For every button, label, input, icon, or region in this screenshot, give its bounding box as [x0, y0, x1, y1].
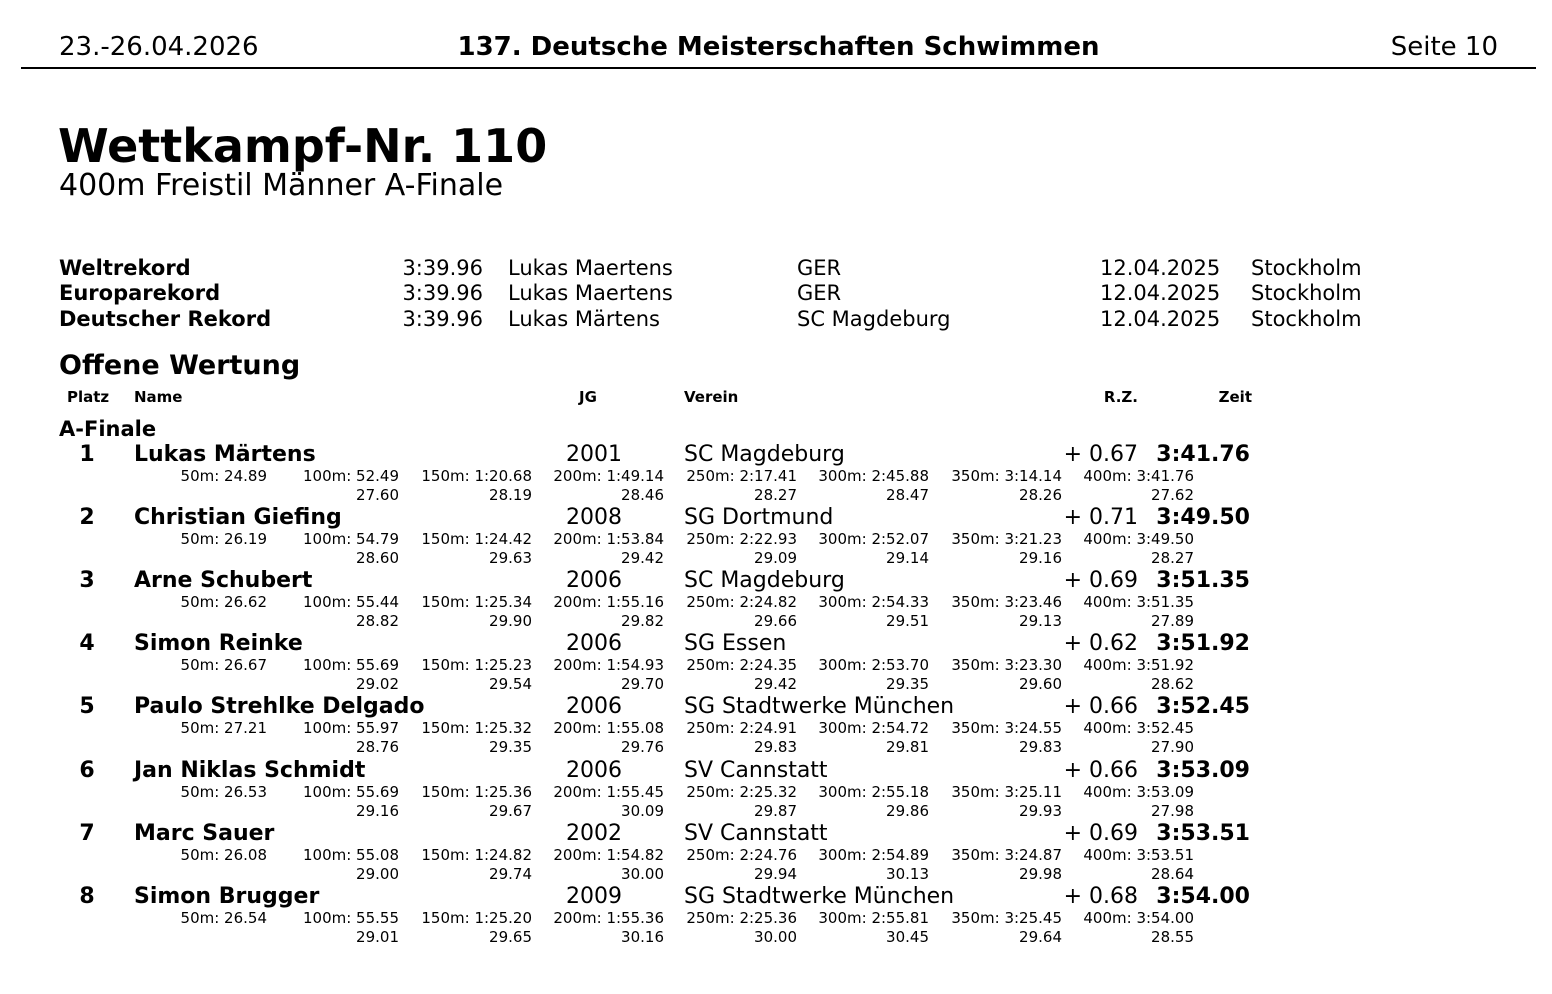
lap-time: 28.62: [1151, 675, 1194, 693]
split-time: 200m: 1:49.14: [553, 467, 664, 485]
split-time: 100m: 55.08: [302, 846, 399, 864]
lap-time: 29.87: [754, 802, 797, 820]
split-time: 200m: 1:53.84: [553, 530, 664, 548]
record-label: Weltrekord: [59, 256, 191, 280]
final-time: 3:53.51: [1156, 821, 1250, 846]
lap-time: 29.86: [886, 802, 929, 820]
lap-time: 29.16: [1019, 549, 1062, 567]
lap-time: 27.60: [356, 486, 399, 504]
split-time: 300m: 2:54.72: [818, 719, 929, 737]
final-time: 3:53.09: [1156, 758, 1250, 783]
record-date: 12.04.2025: [1100, 281, 1221, 305]
lap-time: 27.90: [1151, 738, 1194, 756]
lap-time: 30.16: [621, 928, 664, 946]
record-holder: Lukas Märtens: [508, 307, 660, 331]
final-time: 3:49.50: [1156, 505, 1250, 530]
result-place: 5: [79, 694, 95, 719]
lap-time: 28.47: [886, 486, 929, 504]
lap-time: 29.13: [1019, 612, 1062, 630]
athlete-name: Paulo Strehlke Delgado: [134, 694, 425, 719]
split-time: 50m: 26.08: [180, 846, 267, 864]
split-time: 300m: 2:55.18: [818, 783, 929, 801]
split-time: 350m: 3:23.46: [951, 593, 1062, 611]
reaction-time: + 0.66: [1063, 694, 1138, 719]
split-time: 150m: 1:24.42: [421, 530, 532, 548]
lap-time: 28.82: [356, 612, 399, 630]
lap-time: 29.74: [489, 865, 532, 883]
lap-time: 29.00: [356, 865, 399, 883]
birth-year: 2006: [566, 694, 622, 719]
record-time: 3:39.96: [402, 281, 483, 305]
lap-time: 29.35: [489, 738, 532, 756]
record-time: 3:39.96: [402, 307, 483, 331]
split-time: 50m: 26.62: [180, 593, 267, 611]
split-time: 300m: 2:45.88: [818, 467, 929, 485]
lap-time: 28.60: [356, 549, 399, 567]
split-time: 250m: 2:24.35: [686, 656, 797, 674]
record-place: Stockholm: [1251, 256, 1362, 280]
reaction-time: + 0.68: [1063, 884, 1138, 909]
athlete-name: Jan Niklas Schmidt: [134, 758, 366, 783]
column-header-platz: Platz: [67, 388, 110, 406]
club-name: SC Magdeburg: [684, 442, 845, 467]
split-time: 150m: 1:25.36: [421, 783, 532, 801]
lap-time: 27.62: [1151, 486, 1194, 504]
result-place: 2: [79, 505, 95, 530]
split-time: 350m: 3:24.87: [951, 846, 1062, 864]
final-time: 3:51.92: [1156, 631, 1250, 656]
split-time: 100m: 55.97: [302, 719, 399, 737]
lap-time: 27.98: [1151, 802, 1194, 820]
split-time: 400m: 3:53.51: [1083, 846, 1194, 864]
split-time: 50m: 24.89: [180, 467, 267, 485]
split-time: 150m: 1:25.32: [421, 719, 532, 737]
split-time: 100m: 52.49: [302, 467, 399, 485]
result-row: [0, 694, 1552, 757]
athlete-name: Arne Schubert: [134, 568, 313, 593]
split-time: 300m: 2:52.07: [818, 530, 929, 548]
split-time: 200m: 1:55.08: [553, 719, 664, 737]
club-name: SG Stadtwerke München: [684, 884, 955, 909]
column-header-jg: JG: [579, 388, 597, 406]
lap-time: 30.45: [886, 928, 929, 946]
lap-time: 29.65: [489, 928, 532, 946]
lap-time: 29.83: [754, 738, 797, 756]
split-time: 400m: 3:41.76: [1083, 467, 1194, 485]
split-time: 300m: 2:54.89: [818, 846, 929, 864]
header-title: 137. Deutsche Meisterschaften Schwimmen: [457, 32, 1100, 62]
record-date: 12.04.2025: [1100, 256, 1221, 280]
split-time: 400m: 3:49.50: [1083, 530, 1194, 548]
reaction-time: + 0.66: [1063, 758, 1138, 783]
record-time: 3:39.96: [402, 256, 483, 280]
split-time: 200m: 1:55.16: [553, 593, 664, 611]
split-time: 150m: 1:24.82: [421, 846, 532, 864]
lap-time: 29.90: [489, 612, 532, 630]
split-time: 300m: 2:53.70: [818, 656, 929, 674]
final-time: 3:54.00: [1156, 884, 1250, 909]
split-time: 100m: 55.44: [302, 593, 399, 611]
lap-time: 29.60: [1019, 675, 1062, 693]
result-row: [0, 821, 1552, 884]
split-time: 350m: 3:24.55: [951, 719, 1062, 737]
lap-time: 29.51: [886, 612, 929, 630]
record-place: Stockholm: [1251, 307, 1362, 331]
lap-time: 29.14: [886, 549, 929, 567]
birth-year: 2006: [566, 631, 622, 656]
split-time: 200m: 1:55.45: [553, 783, 664, 801]
split-time: 50m: 27.21: [180, 719, 267, 737]
lap-time: 29.98: [1019, 865, 1062, 883]
lap-time: 28.64: [1151, 865, 1194, 883]
record-club: SC Magdeburg: [797, 307, 951, 331]
split-time: 350m: 3:23.30: [951, 656, 1062, 674]
reaction-time: + 0.62: [1063, 631, 1138, 656]
split-time: 250m: 2:24.91: [686, 719, 797, 737]
result-place: 7: [79, 821, 95, 846]
split-time: 200m: 1:54.82: [553, 846, 664, 864]
athlete-name: Christian Giefing: [134, 505, 342, 530]
birth-year: 2008: [566, 505, 622, 530]
lap-time: 28.19: [489, 486, 532, 504]
split-time: 350m: 3:14.14: [951, 467, 1062, 485]
split-time: 400m: 3:52.45: [1083, 719, 1194, 737]
club-name: SG Stadtwerke München: [684, 694, 955, 719]
split-time: 400m: 3:53.09: [1083, 783, 1194, 801]
split-time: 150m: 1:25.20: [421, 909, 532, 927]
result-place: 8: [79, 884, 95, 909]
club-name: SC Magdeburg: [684, 568, 845, 593]
lap-time: 30.00: [754, 928, 797, 946]
lap-time: 29.64: [1019, 928, 1062, 946]
lap-time: 28.46: [621, 486, 664, 504]
record-club: GER: [797, 256, 842, 280]
lap-time: 28.27: [1151, 549, 1194, 567]
lap-time: 30.09: [621, 802, 664, 820]
result-row: [0, 631, 1552, 694]
club-name: SG Essen: [684, 631, 787, 656]
lap-time: 30.00: [621, 865, 664, 883]
result-row: [0, 442, 1552, 505]
lap-time: 29.66: [754, 612, 797, 630]
record-row-german: [0, 306, 1552, 332]
final-time: 3:51.35: [1156, 568, 1250, 593]
athlete-name: Marc Sauer: [134, 821, 275, 846]
split-time: 150m: 1:25.34: [421, 593, 532, 611]
split-time: 50m: 26.54: [180, 909, 267, 927]
split-time: 300m: 2:55.81: [818, 909, 929, 927]
split-time: 100m: 55.55: [302, 909, 399, 927]
birth-year: 2006: [566, 568, 622, 593]
result-place: 4: [79, 631, 95, 656]
lap-time: 29.09: [754, 549, 797, 567]
column-header-rz: R.Z.: [1103, 388, 1138, 406]
split-time: 400m: 3:51.35: [1083, 593, 1194, 611]
lap-time: 27.89: [1151, 612, 1194, 630]
record-label: Deutscher Rekord: [59, 307, 272, 331]
birth-year: 2006: [566, 758, 622, 783]
record-row-world: [0, 255, 1552, 281]
lap-time: 29.82: [621, 612, 664, 630]
athlete-name: Lukas Märtens: [134, 442, 316, 467]
split-time: 400m: 3:54.00: [1083, 909, 1194, 927]
header-divider: [21, 67, 1536, 69]
split-time: 250m: 2:24.82: [686, 593, 797, 611]
result-place: 3: [79, 568, 95, 593]
lap-time: 29.42: [621, 549, 664, 567]
split-time: 250m: 2:17.41: [686, 467, 797, 485]
result-row: [0, 568, 1552, 631]
split-time: 250m: 2:25.32: [686, 783, 797, 801]
athlete-name: Simon Brugger: [134, 884, 320, 909]
lap-time: 29.16: [356, 802, 399, 820]
record-date: 12.04.2025: [1100, 307, 1221, 331]
split-time: 350m: 3:21.23: [951, 530, 1062, 548]
record-place: Stockholm: [1251, 281, 1362, 305]
lap-time: 28.76: [356, 738, 399, 756]
split-time: 100m: 55.69: [302, 783, 399, 801]
split-time: 350m: 3:25.45: [951, 909, 1062, 927]
split-time: 250m: 2:25.36: [686, 909, 797, 927]
result-row: [0, 884, 1552, 947]
split-time: 400m: 3:51.92: [1083, 656, 1194, 674]
birth-year: 2002: [566, 821, 622, 846]
event-number: Wettkampf-Nr. 110: [58, 119, 548, 173]
lap-time: 29.93: [1019, 802, 1062, 820]
lap-time: 29.42: [754, 675, 797, 693]
result-row: [0, 758, 1552, 821]
final-time: 3:52.45: [1156, 694, 1250, 719]
lap-time: 29.54: [489, 675, 532, 693]
record-holder: Lukas Maertens: [508, 281, 673, 305]
record-holder: Lukas Maertens: [508, 256, 673, 280]
split-time: 300m: 2:54.33: [818, 593, 929, 611]
result-place: 6: [79, 758, 95, 783]
club-name: SV Cannstatt: [684, 758, 828, 783]
header-page-number: Seite 10: [1390, 32, 1498, 62]
record-row-europe: [0, 280, 1552, 306]
lap-time: 29.83: [1019, 738, 1062, 756]
lap-time: 29.67: [489, 802, 532, 820]
split-time: 150m: 1:25.23: [421, 656, 532, 674]
split-time: 250m: 2:22.93: [686, 530, 797, 548]
club-name: SV Cannstatt: [684, 821, 828, 846]
split-time: 200m: 1:55.36: [553, 909, 664, 927]
split-time: 100m: 55.69: [302, 656, 399, 674]
header-date: 23.-26.04.2026: [59, 32, 259, 62]
athlete-name: Simon Reinke: [134, 631, 303, 656]
lap-time: 29.35: [886, 675, 929, 693]
final-time: 3:41.76: [1156, 442, 1250, 467]
lap-time: 29.02: [356, 675, 399, 693]
result-row: [0, 505, 1552, 568]
lap-time: 29.94: [754, 865, 797, 883]
birth-year: 2001: [566, 442, 622, 467]
group-title: A-Finale: [59, 417, 157, 441]
birth-year: 2009: [566, 884, 622, 909]
reaction-time: + 0.67: [1063, 442, 1138, 467]
club-name: SG Dortmund: [684, 505, 834, 530]
lap-time: 29.81: [886, 738, 929, 756]
split-time: 250m: 2:24.76: [686, 846, 797, 864]
lap-time: 28.27: [754, 486, 797, 504]
split-time: 200m: 1:54.93: [553, 656, 664, 674]
split-time: 100m: 54.79: [302, 530, 399, 548]
split-time: 350m: 3:25.11: [951, 783, 1062, 801]
split-time: 50m: 26.67: [180, 656, 267, 674]
record-club: GER: [797, 281, 842, 305]
event-name: 400m Freistil Männer A-Finale: [59, 168, 504, 203]
lap-time: 29.63: [489, 549, 532, 567]
reaction-time: + 0.69: [1063, 821, 1138, 846]
split-time: 150m: 1:20.68: [421, 467, 532, 485]
lap-time: 28.26: [1019, 486, 1062, 504]
record-label: Europarekord: [59, 281, 221, 305]
column-header-verein: Verein: [684, 388, 739, 406]
lap-time: 30.13: [886, 865, 929, 883]
lap-time: 29.01: [356, 928, 399, 946]
split-time: 50m: 26.19: [180, 530, 267, 548]
lap-time: 29.70: [621, 675, 664, 693]
reaction-time: + 0.69: [1063, 568, 1138, 593]
column-header-name: Name: [134, 388, 183, 406]
section-title: Offene Wertung: [59, 350, 301, 381]
lap-time: 29.76: [621, 738, 664, 756]
reaction-time: + 0.71: [1063, 505, 1138, 530]
lap-time: 28.55: [1151, 928, 1194, 946]
column-header-zeit: Zeit: [1218, 388, 1252, 406]
result-place: 1: [79, 442, 95, 467]
split-time: 50m: 26.53: [180, 783, 267, 801]
